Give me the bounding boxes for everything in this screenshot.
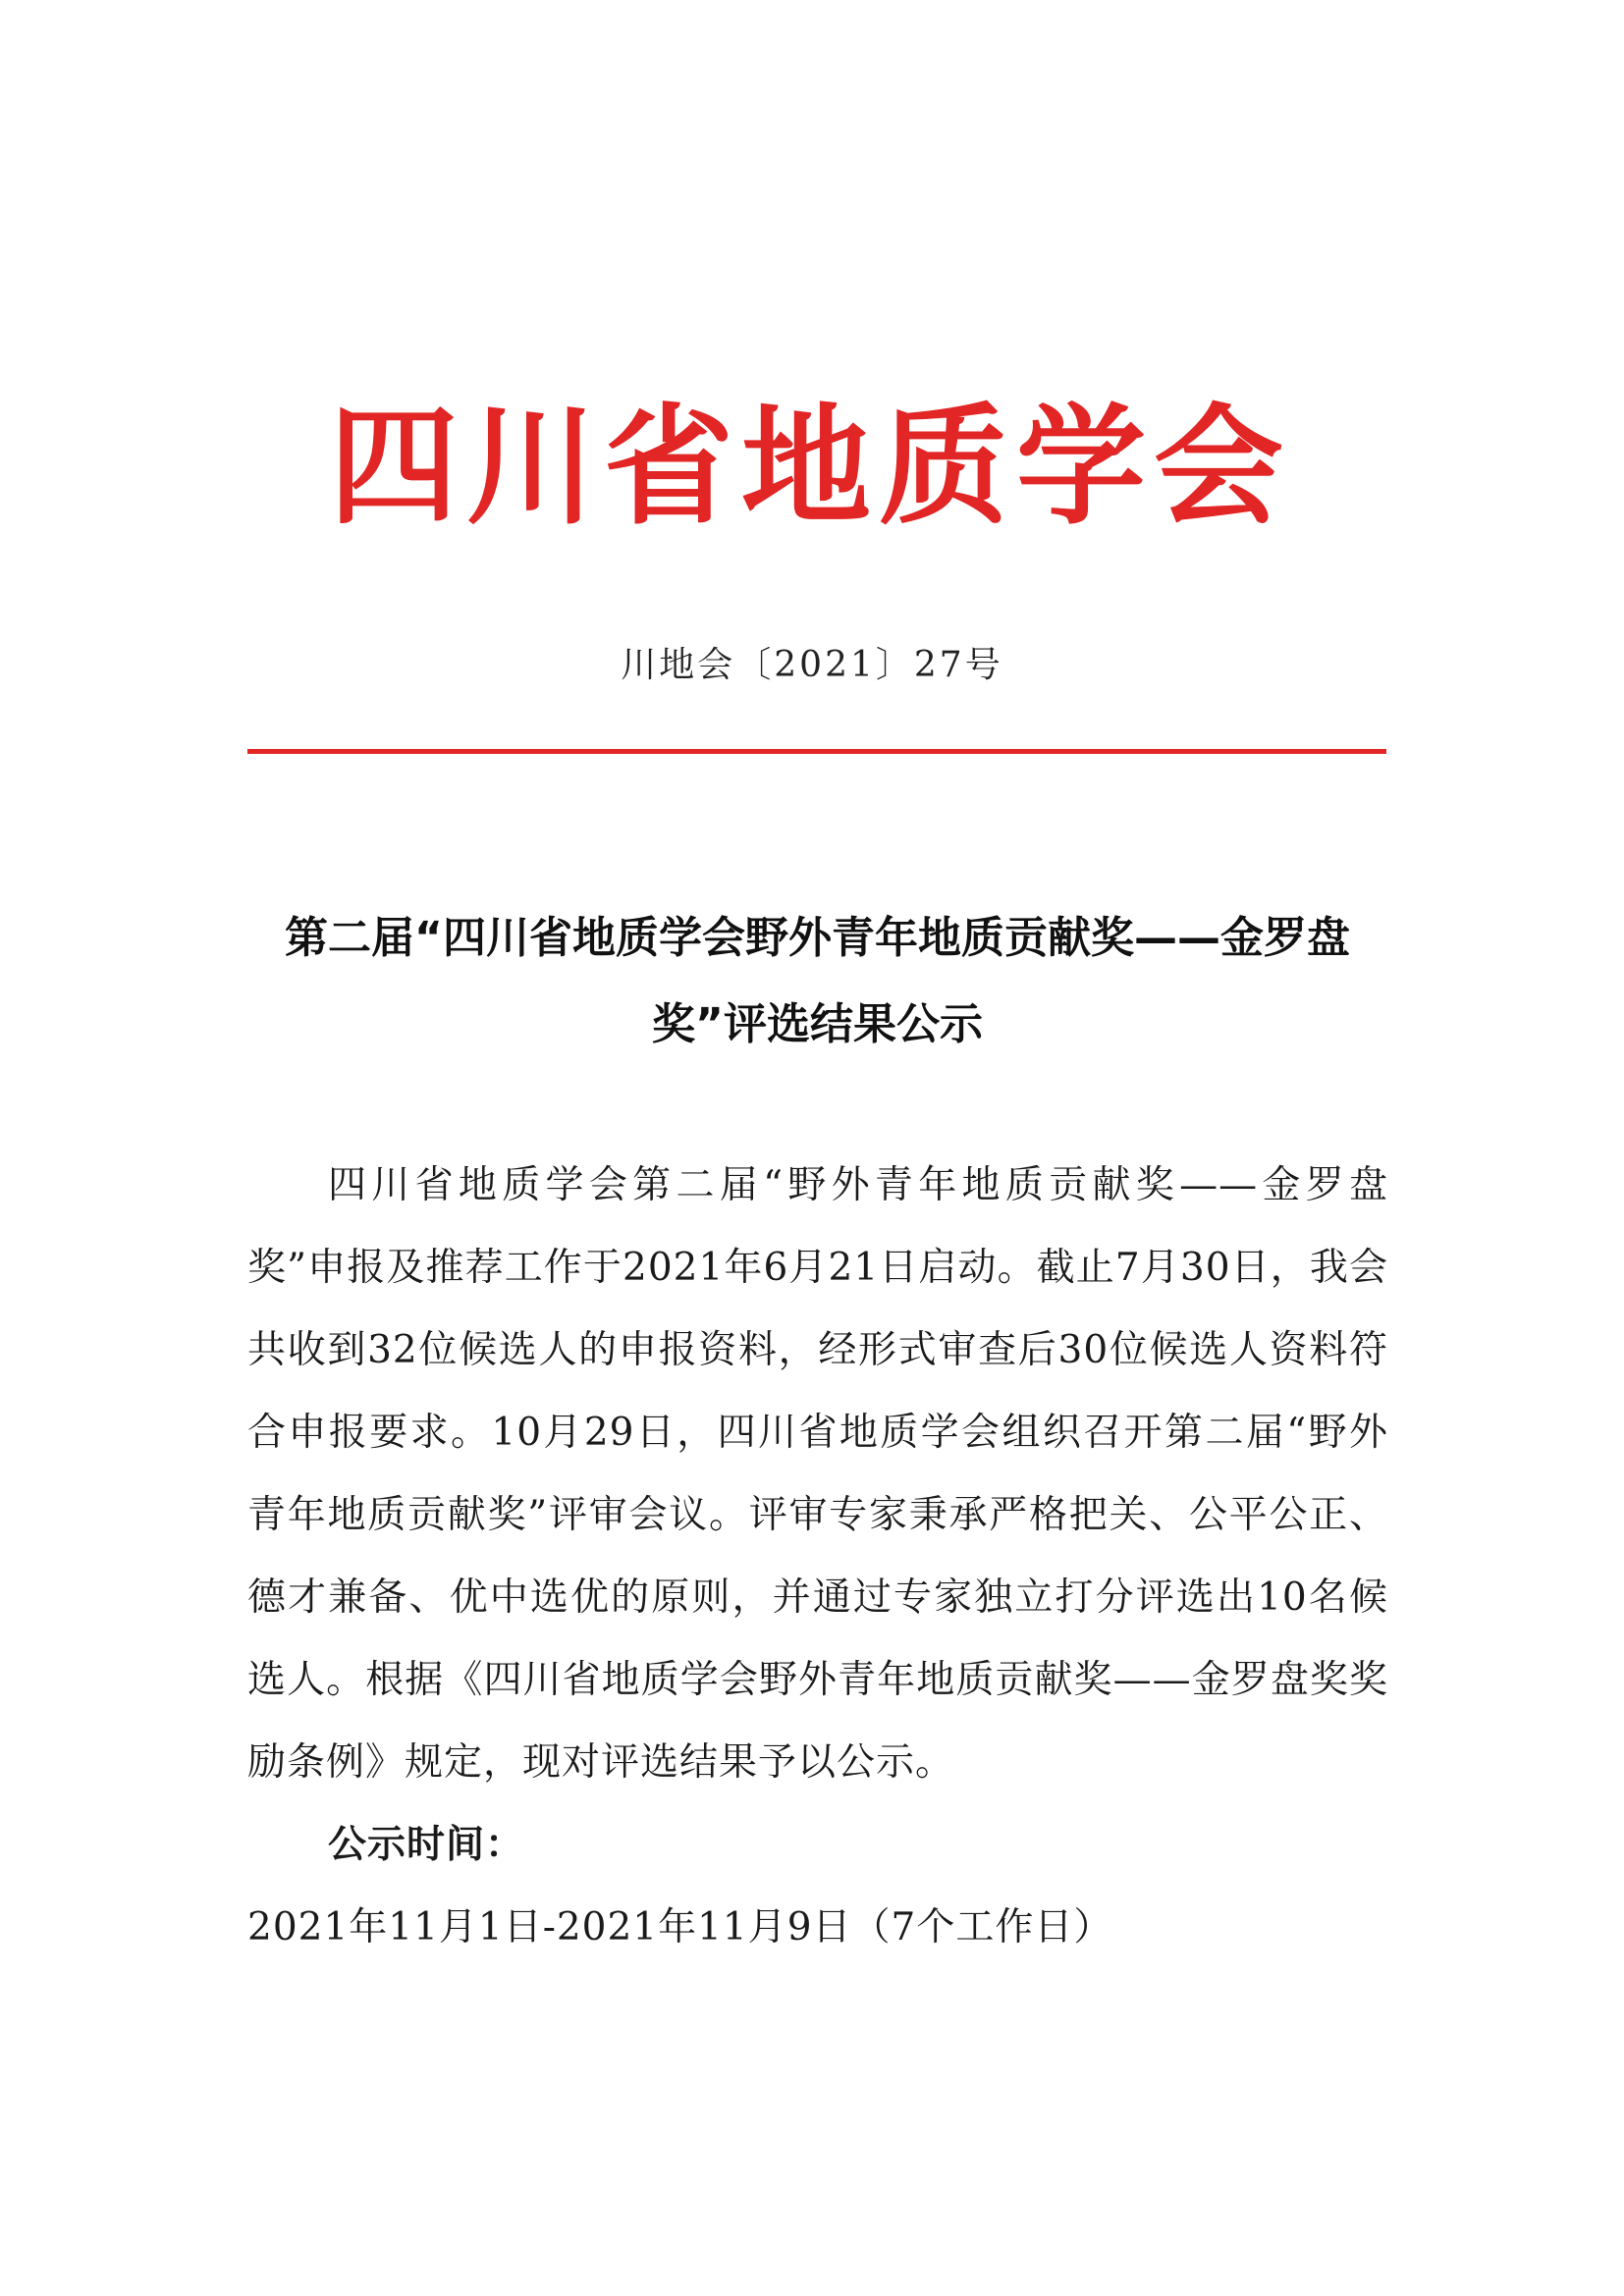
publicity-period-label: 公示时间： (328, 1823, 525, 1867)
publicity-period (247, 1804, 1388, 1969)
notice-title: 第二届“四川省地质学会野外青年地质贡献奖——金罗盘奖”评选结果公示 (285, 913, 1350, 1049)
notice-body-paragraph: 四川省地质学会第二届“野外青年地质贡献奖——金罗盘奖”申报及推荐工作于2021年6月21日启动。截止7月30日，我会共收到32位候选人的申报资料，经形式审查后30位候选人资料符合申报要求。10月29日，四川省地质学会组织召开第二届“野外青年地质贡献奖”评审会议。评审专家秉承严格把关、公平公正、德才兼备、优中选优的原则，并通过专家独立打分评选出10名候选人。根据《四川省地质学会野外青年地质贡献奖——金罗盘奖奖励条例》规定，现对评选结果予以公示。 (247, 1163, 1388, 1785)
letterhead-divider (247, 749, 1386, 754)
letterhead-org-name: 四川省地质学会 (329, 392, 1291, 543)
document-number: 川地会〔2021〕27号 (621, 645, 1003, 685)
publicity-period-value: 2021年11月1日-2021年11月9日（7个工作日） (247, 1905, 1113, 1949)
